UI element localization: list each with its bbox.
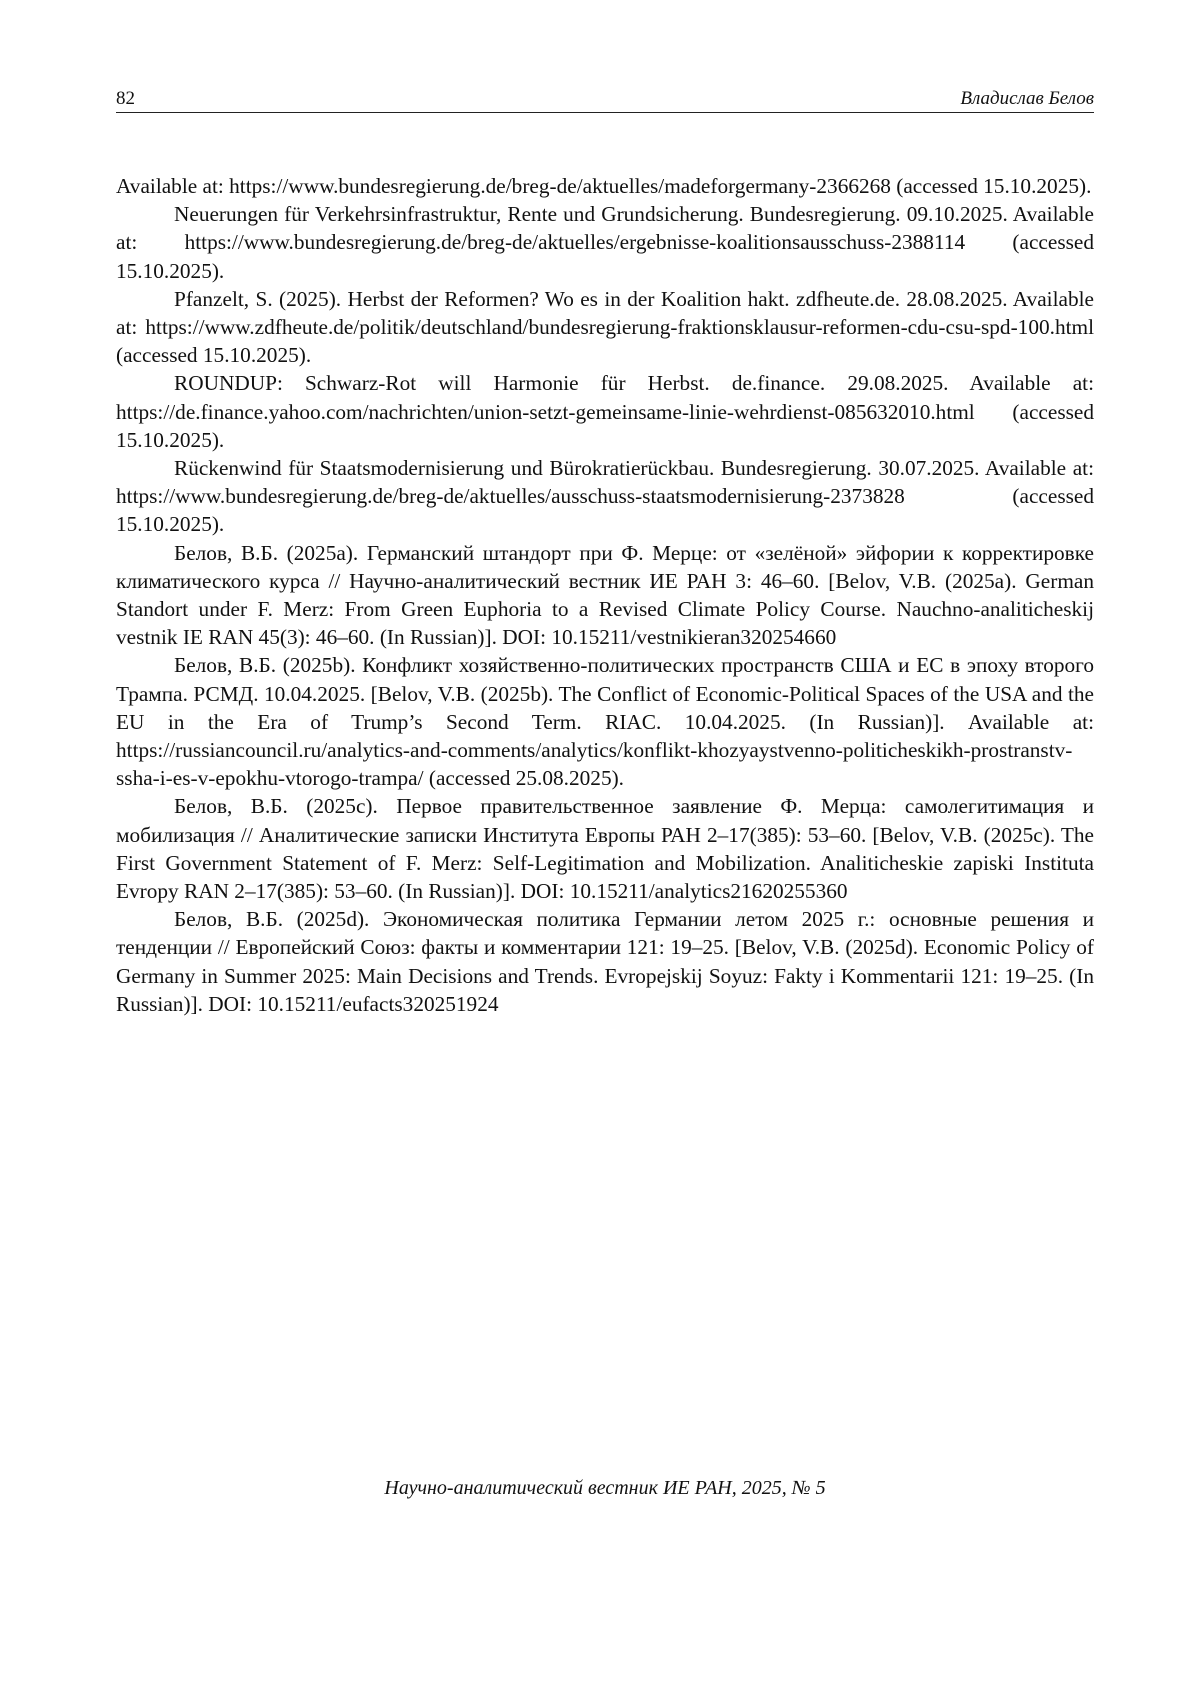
running-header [116,86,1094,113]
journal-footer: Научно-аналитический вестник ИЕ РАН, 2025, № 5 [384,1477,826,1499]
reference-list [116,172,1094,1018]
reference-item: ROUNDUP: Schwarz-Rot will Harmonie für Herbst. de.finance. 29.08.2025. Available at: https://de.finance.yahoo.com/nachrichten/union-setzt-gemeinsame-linie-wehrdienst-085632010.html (accessed 15.10.2025). [116,371,1094,452]
reference-item: Available at: https://www.bundesregierung.de/breg-de/aktuelles/madeforgermany-2366268 (accessed 15.10.2025). [116,174,1092,198]
reference-item: Rückenwind für Staatsmodernisierung und Bürokratierückbau. Bundesregierung. 30.07.2025. Available at: https://www.bundesregierung.de/breg-de/aktuelles/ausschuss-staatsmodernisierung-2373828 (accessed 15.10.2025). [116,456,1094,537]
reference-item: Pfanzelt, S. (2025). Herbst der Reformen? Wo es in der Koalition hakt. zdfheute.de. 28.08.2025. Available at: https://www.zdfheute.de/politik/deutschland/bundesregierung-fraktionsklausur-reformen-cdu-csu-spd-100.html (accessed 15.10.2025). [116,286,1094,368]
page-number: 82 [116,88,135,109]
reference-item: Белов, В.Б. (2025c). Первое правительственное заявление Ф. Мерца: самолегитимация и мобилизация // Аналитические записки Института Европы РАН 2–17(385): 53–60. [Belov, V.B. (2025c). The First Government Statement of F. Merz: Self-Legitimation and Mobilization. Analiticheskie zapiski Instituta Evropy RAN 2–17(385): 53–60. (In Russian)]. DOI: 10.15211/analytics21620255360 [116,794,1094,904]
reference-item: Neuerungen für Verkehrsinfrastruktur, Rente und Grundsicherung. Bundesregierung. 09.10.2025. Available at: https://www.bundesregierung.de/breg-de/aktuelles/ergebnisse-koalitionsausschuss-2388114 (accessed 15.10.2025). [116,202,1094,283]
reference-item: Белов, В.Б. (2025b). Конфликт хозяйственно-политических пространств США и ЕС в эпоху второго Трампа. РСМД. 10.04.2025. [Belov, V.B. (2025b). The Conflict of Economic-Political Spaces of the USA and the EU in the Era of Trump’s Second Term. RIAC. 10.04.2025. (In Russian)]. Available at: https://russiancouncil.ru/analytics-and-comments/analytics/konflikt-khozyaystvenno-politicheskikh-prostranstv-ssha-i-es-v-epokhu-vtorogo-trampa/ (accessed 25.08.2025). [116,653,1094,791]
reference-item: Белов, В.Б. (2025d). Экономическая политика Германии летом 2025 г.: основные решения и тенденции // Европейский Союз: факты и комментарии 121: 19–25. [Belov, V.B. (2025d). Economic Policy of Germany in Summer 2025: Main Decisions and Trends. Evropejskij Soyuz: Fakty i Kommentarii 121: 19–25. (In Russian)]. DOI: 10.15211/eufacts320251924 [116,907,1094,1016]
header-author: Владислав Белов [960,88,1094,109]
reference-item: Белов, В.Б. (2025a). Германский штандорт при Ф. Мерце: от «зелёной» эйфории к корректировке климатического курса // Научно-аналитический вестник ИЕ РАН 3: 46–60. [Belov, V.B. (2025a). German Standort under F. Merz: From Green Euphoria to a Revised Climate Policy Course. Nauchno-analiticheskij vestnik IE RAN 45(3): 46–60. (In Russian)]. DOI: 10.15211/vestnikieran320254660 [116,540,1094,650]
